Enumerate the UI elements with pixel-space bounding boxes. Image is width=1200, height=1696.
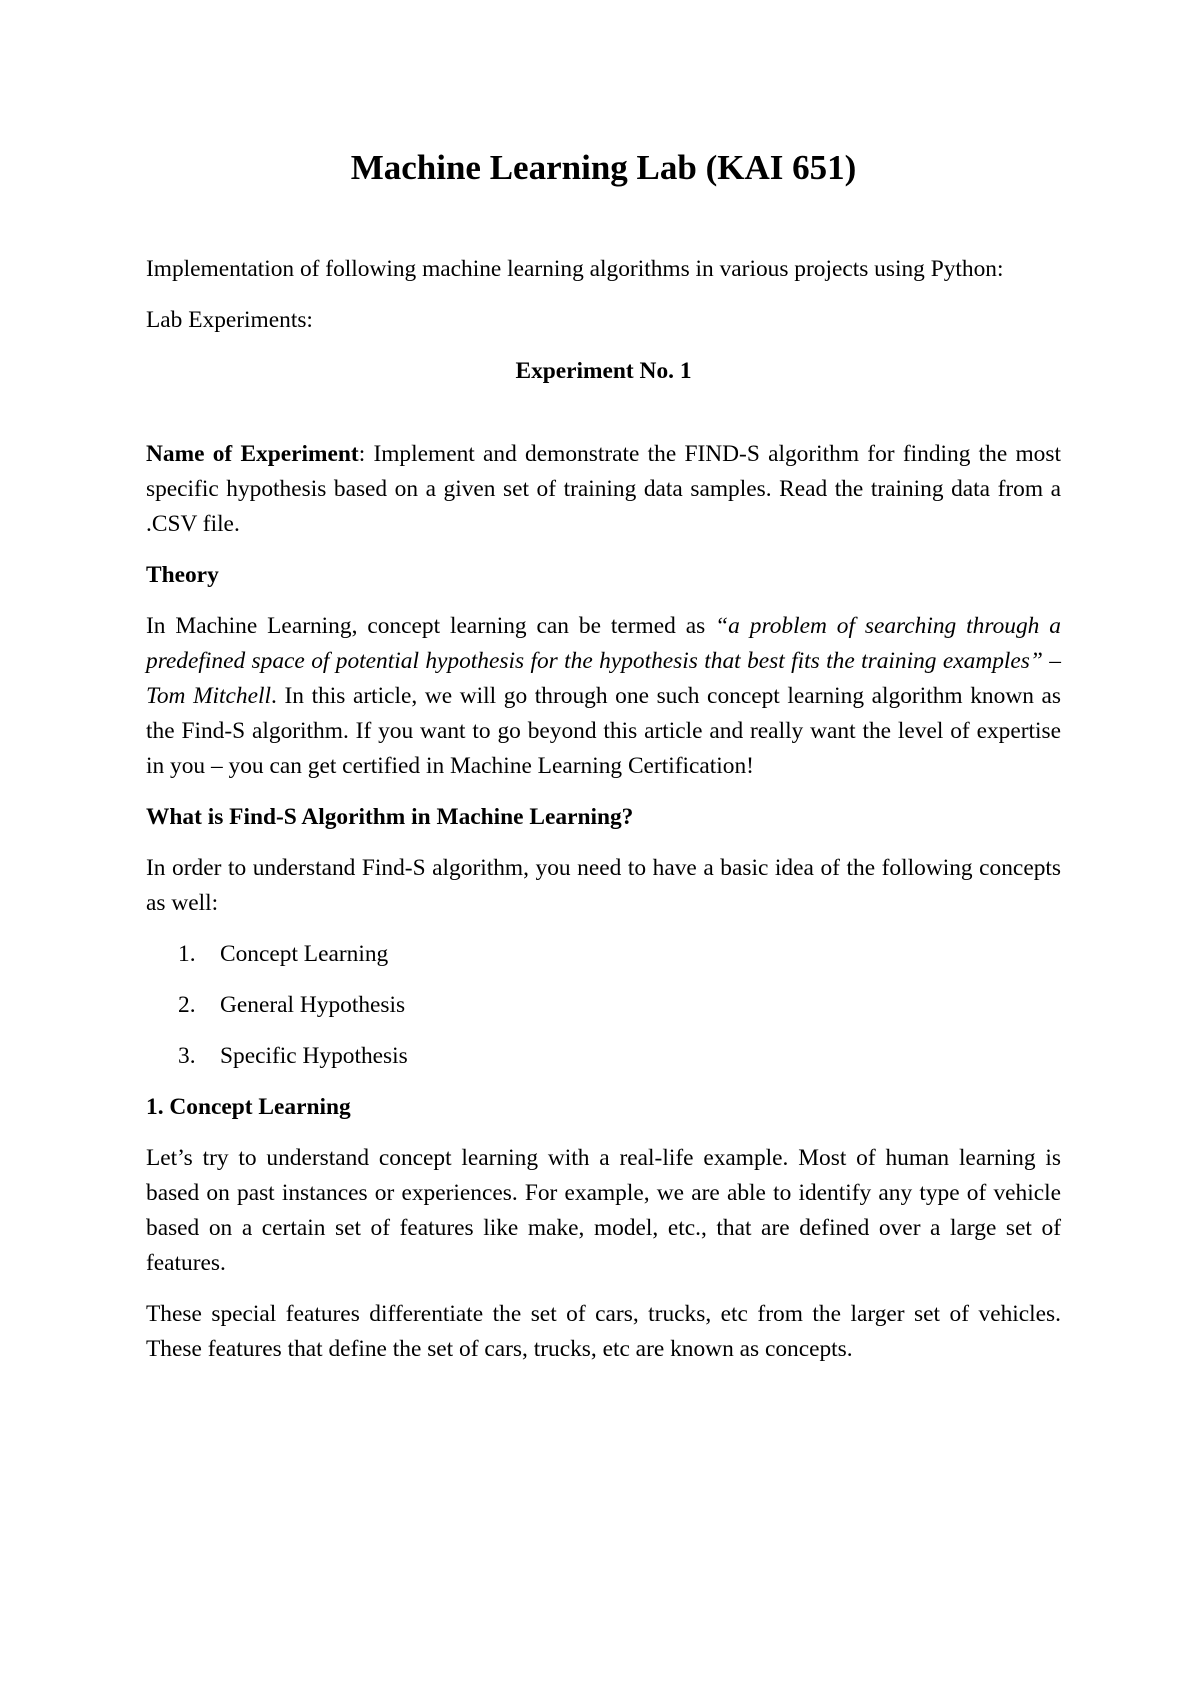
page-content bbox=[146, 146, 1061, 1383]
list-item-number: 3. bbox=[178, 1043, 196, 1069]
experiment-heading: Experiment No. 1 bbox=[515, 358, 692, 384]
theory-paragraph bbox=[146, 609, 1061, 784]
list-item-label: Specific Hypothesis bbox=[220, 1043, 408, 1069]
theory-heading: Theory bbox=[146, 562, 219, 588]
list-item bbox=[178, 1039, 1061, 1074]
name-of-experiment-text: Implement and demonstrate the FIND-S algorithm for finding the most specific hypothesis based on a given set of training data samples. Read the training data from a .CSV file. bbox=[146, 441, 1061, 537]
concept-learning-paragraph-2: These special features differentiate the set of cars, trucks, etc from the larger set of vehicles. These features that define the set of cars, trucks, etc are known as concepts. bbox=[146, 1301, 1061, 1362]
concept-learning-paragraph-1: Let’s try to understand concept learning with a real-life example. Most of human learning is based on past instances or experiences. For example, we are able to identify any type of vehicle based on a certain set of features like make, model, etc., that are defined over a large set of features. bbox=[146, 1145, 1061, 1276]
intro-paragraph: Implementation of following machine learning algorithms in various projects using Python: bbox=[146, 256, 1004, 282]
concept-learning-heading: 1. Concept Learning bbox=[146, 1094, 351, 1120]
concept-list bbox=[146, 937, 1061, 1074]
list-item-label: Concept Learning bbox=[220, 941, 389, 967]
lab-experiments-label: Lab Experiments: bbox=[146, 307, 313, 333]
list-item-number: 2. bbox=[178, 992, 196, 1018]
list-item bbox=[178, 988, 1061, 1023]
theory-lead: In Machine Learning, concept learning can be termed as bbox=[146, 613, 716, 639]
list-item-label: General Hypothesis bbox=[220, 992, 406, 1018]
page-title: Machine Learning Lab (KAI 651) bbox=[350, 148, 857, 187]
name-of-experiment-label: Name of Experiment bbox=[146, 441, 359, 467]
what-is-paragraph: In order to understand Find-S algorithm, you need to have a basic idea of the following concepts as well: bbox=[146, 855, 1061, 916]
theory-quote: “a problem of searching through a predefined space of potential hypothesis for the hypothesis that best fits the training examples” – Tom Mitchell bbox=[146, 613, 1061, 709]
name-of-experiment-paragraph bbox=[146, 437, 1061, 542]
list-item-number: 1. bbox=[178, 941, 196, 967]
name-of-experiment-separator: : bbox=[358, 441, 366, 467]
what-is-heading: What is Find-S Algorithm in Machine Learning? bbox=[146, 804, 634, 830]
list-item bbox=[178, 937, 1061, 972]
theory-rest: . In this article, we will go through one such concept learning algorithm known as the Find-S algorithm. If you want to go beyond this article and really want the level of expertise in you – you can get certified in Machine Learning Certification! bbox=[146, 683, 1062, 779]
